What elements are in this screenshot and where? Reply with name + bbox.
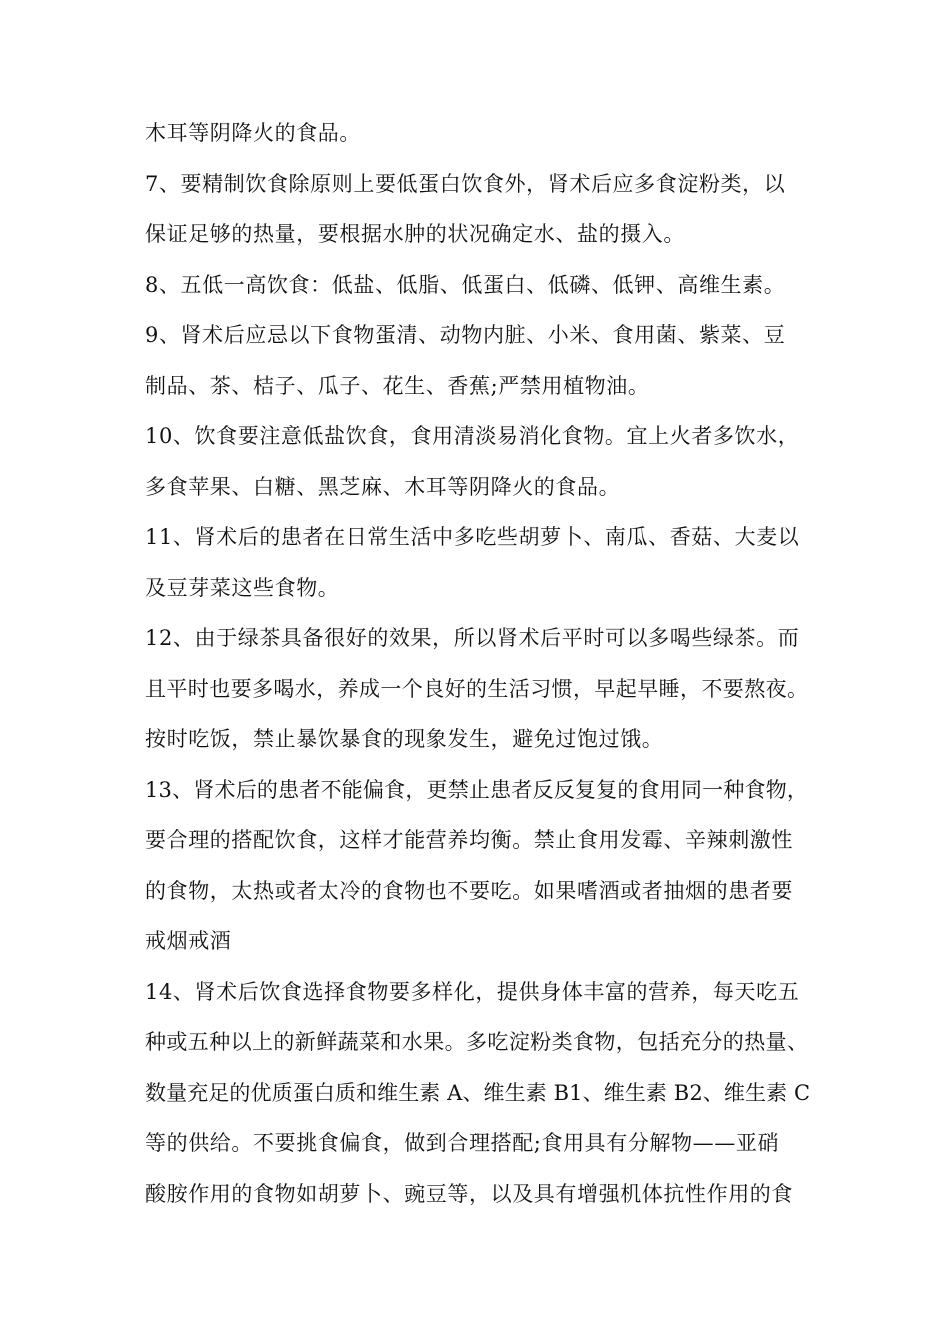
text-line: 制品、茶、桔子、瓜子、花生、香蕉;严禁用植物油。 xyxy=(145,373,650,398)
text-line: 多食苹果、白糖、黑芝麻、木耳等阴降火的食品。 xyxy=(145,474,621,499)
text-line: 11、肾术后的患者在日常生活中多吃些胡萝卜、南瓜、香菇、大麦以 xyxy=(145,525,800,549)
text-line: 保证足够的热量，要根据水肿的状况确定水、盐的摄入。 xyxy=(145,222,685,246)
text-line: 9、肾术后应忌以下食物蛋清、动物内脏、小米、食用菌、紫菜、豆 xyxy=(145,323,786,347)
text-line: 8、五低一高饮食：低盐、低脂、低蛋白、低磷、低钾、高维生素。 xyxy=(145,272,786,297)
text-line: 等的供给。不要挑食偏食，做到合理搭配;食用具有分解物——亚硝 xyxy=(145,1131,780,1155)
text-line: 按时吃饭，禁止暴饮暴食的现象发生，避免过饱过饿。 xyxy=(145,727,664,751)
text-line: 要合理的搭配饮食，这样才能营养均衡。禁止食用发霉、辛辣刺激性 xyxy=(145,828,793,852)
text-line: 13、肾术后的患者不能偏食，更禁止患者反反复复的食用同一种食物， xyxy=(145,777,809,802)
document-body xyxy=(145,108,810,1219)
text-line: 酸胺作用的食物如胡萝卜、豌豆等，以及具有增强机体抗性作用的食 xyxy=(145,1181,793,1206)
text-line: 7、要精制饮食除原则上要低蛋白饮食外，肾术后应多食淀粉类，以 xyxy=(145,171,786,196)
text-line: 10、饮食要注意低盐饮食，食用清淡易消化食物。宜上火者多饮水， xyxy=(145,424,800,448)
text-line: 12、由于绿茶具备很好的效果，所以肾术后平时可以多喝些绿茶。而 xyxy=(145,626,800,650)
text-line: 及豆芽菜这些食物。 xyxy=(145,575,340,600)
text-line: 14、肾术后饮食选择食物要多样化，提供身体丰富的营养，每天吃五 xyxy=(145,979,800,1004)
text-line: 种或五种以上的新鲜蔬菜和水果。多吃淀粉类食物，包括充分的热量、 xyxy=(145,1030,809,1054)
text-line: 木耳等阴降火的食品。 xyxy=(145,121,361,145)
text-line: 戒烟戒酒 xyxy=(145,929,232,953)
text-line: 且平时也要多喝水，养成一个良好的生活习惯，早起早睡，不要熬夜。 xyxy=(145,676,809,701)
text-line: 数量充足的优质蛋白质和维生素 A、维生素 B1、维生素 B2、维生素 C xyxy=(145,1080,811,1105)
text-line: 的食物，太热或者太冷的食物也不要吃。如果嗜酒或者抽烟的患者要 xyxy=(145,878,793,903)
